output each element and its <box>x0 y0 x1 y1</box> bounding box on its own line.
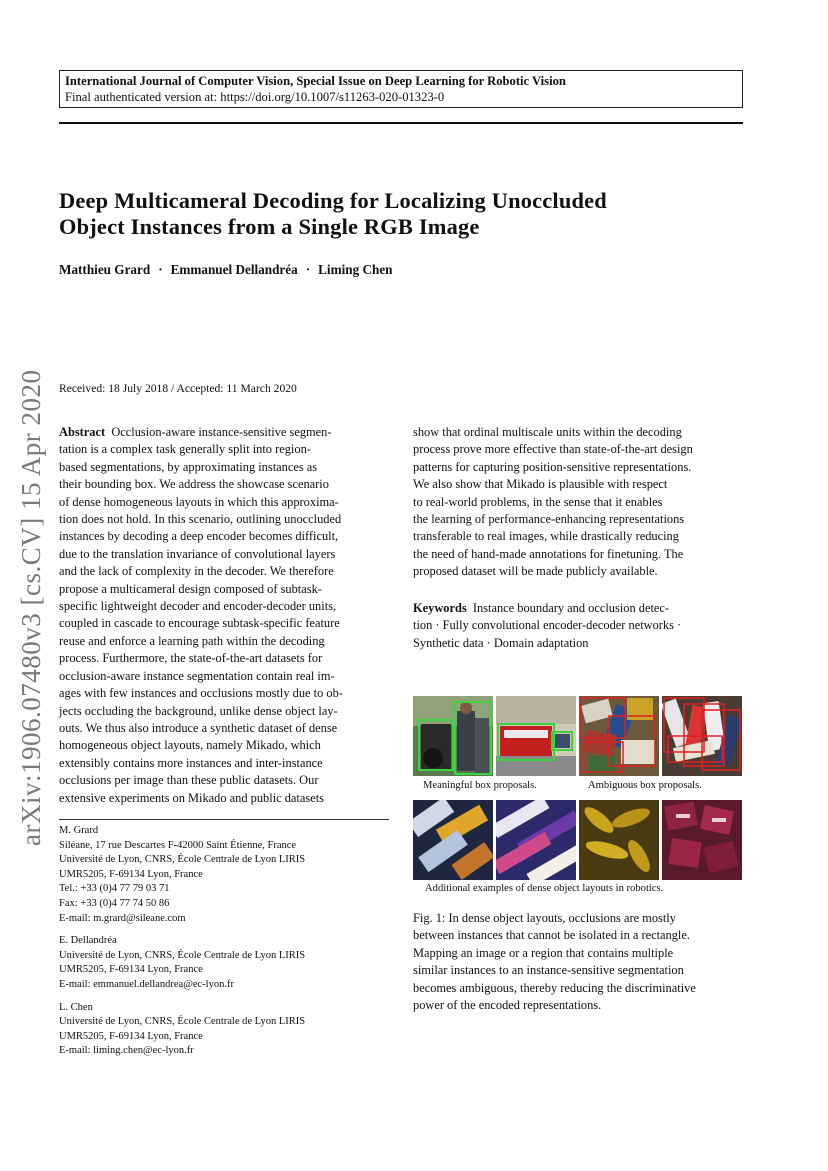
abstract-line: homogeneous object layouts, namely Mikado, which <box>59 738 321 753</box>
abstract-line: proposed dataset will be made publicly available. <box>413 564 658 579</box>
caption-line: Fig. 1: In dense object layouts, occlusions are mostly <box>413 911 676 925</box>
abstract-line: extensibly contains more instances and inter-instance <box>59 755 323 770</box>
photo-motorbike-people <box>413 696 493 776</box>
photo-dense-packages <box>579 696 659 776</box>
journal-name: International Journal of Computer Vision, Special Issue on Deep Learning for Robotic Vision <box>65 74 566 88</box>
author-name: Liming Chen <box>318 262 393 277</box>
abstract-line: occlusions per image than these public datasets. Our <box>59 773 319 788</box>
caption-additional-examples: Additional examples of dense object layouts in robotics. <box>425 883 664 894</box>
abstract-line: reuse and enforce a learning path within the decoding <box>59 633 325 648</box>
affil-email[interactable]: E-mail: liming.chen@ec-lyon.fr <box>59 1045 194 1057</box>
abstract-line: extensive experiments on Mikado and public datasets <box>59 790 324 805</box>
abstract-line: tion does not hold. In this scenario, outlining unoccluded <box>59 512 342 527</box>
affil-line: UMR5205, F-69134 Lyon, France <box>59 868 203 880</box>
photo-dense-snack-bars <box>496 800 576 880</box>
abstract-line: tation is a complex task generally split into region- <box>59 442 311 457</box>
photo-dense-boxes <box>662 800 742 880</box>
abstract-line: process. Furthermore, the state-of-the-art datasets for <box>59 651 323 666</box>
affiliation-grard <box>59 824 399 926</box>
abstract-label: Abstract <box>59 425 106 439</box>
affiliation-dellandrea <box>59 934 399 992</box>
abstract-line: show that ordinal multiscale units within the decoding <box>413 425 682 439</box>
received-line: Received: 18 July 2018 / Accepted: 11 March 2020 <box>59 382 297 395</box>
abstract-line: transferable to real images, while drastically reducing <box>413 529 679 544</box>
keywords-block <box>413 600 744 652</box>
caption-meaningful-boxes: Meaningful box proposals. <box>423 780 537 791</box>
caption-line: between instances that cannot be isolated in a rectangle. <box>413 928 690 943</box>
affil-phone: Tel.: +33 (0)4 77 79 03 71 <box>59 883 170 895</box>
abstract-text: Occlusion-aware instance-sensitive segmen- <box>111 425 332 439</box>
figure-caption <box>413 910 744 1014</box>
keywords-line <box>413 600 744 617</box>
caption-line: power of the encoded representations. <box>413 998 602 1013</box>
abstract-line <box>59 424 390 441</box>
author-affil-name: E. Dellandréa <box>59 935 117 947</box>
arxiv-stamp: arXiv:1906.07480v3 [cs.CV] 15 Apr 2020 <box>16 369 46 846</box>
abstract-line: ages with few instances and occlusions mostly due to ob- <box>59 686 343 701</box>
affil-line: Siléane, 17 rue Descartes F-42000 Saint Étienne, France <box>59 839 297 851</box>
abstract-line: We also show that Mikado is plausible with respect <box>413 477 668 492</box>
abstract-line: propose a multicameral design composed of subtask- <box>59 581 322 596</box>
abstract-line: instances by decoding a deep encoder becomes difficult, <box>59 529 339 544</box>
abstract-line: and the lack of complexity in the decoder. We therefore <box>59 564 334 579</box>
author-name: Matthieu Grard <box>59 262 151 277</box>
abstract-line: occlusion-aware instance segmentation contain real im- <box>59 668 335 683</box>
abstract-line: the learning of performance-enhancing representations <box>413 512 685 527</box>
photo-dense-bananas <box>579 800 659 880</box>
keywords-text: Instance boundary and occlusion detec- <box>472 601 670 615</box>
caption-line: similar instances to an instance-sensitive segmentation <box>413 963 684 978</box>
affil-line: Université de Lyon, CNRS, École Centrale de Lyon LIRIS <box>59 949 306 961</box>
journal-header-box <box>59 70 743 108</box>
photo-red-bus <box>496 696 576 776</box>
doi-line[interactable]: Final authenticated version at: https://doi.org/10.1007/s11263-020-01323-0 <box>65 90 445 104</box>
author-affil-name: L. Chen <box>59 1001 93 1013</box>
abstract-line: coupled in cascade to encourage subtask-specific feature <box>59 616 340 631</box>
figure-1 <box>413 696 743 896</box>
photo-dense-cans <box>413 800 493 880</box>
paper-title <box>59 188 749 240</box>
author-name: Emmanuel Dellandréa <box>170 262 298 277</box>
affil-line: Université de Lyon, CNRS, École Centrale de Lyon LIRIS <box>59 1016 306 1028</box>
author-separator: · <box>158 262 163 277</box>
abstract-column-2 <box>413 424 744 581</box>
footnote-rule <box>59 819 389 820</box>
author-separator: · <box>305 262 311 277</box>
affiliations <box>59 824 399 1067</box>
caption-line: becomes ambiguous, thereby reducing the discriminative <box>413 980 696 995</box>
caption-line: Mapping an image or a region that contains multiple <box>413 945 674 960</box>
abstract-line: due to the translation invariance of convolutional layers <box>59 546 336 561</box>
header-rule <box>59 122 743 124</box>
affil-line: UMR5205, F-69134 Lyon, France <box>59 964 203 976</box>
abstract-line: their bounding box. We address the showcase scenario <box>59 477 329 492</box>
keywords-line: Synthetic data · Domain adaptation <box>413 635 589 650</box>
keywords-label: Keywords <box>413 601 467 615</box>
abstract-column-1 <box>59 424 390 807</box>
title-line-2: Object Instances from a Single RGB Image <box>59 214 480 239</box>
abstract-line: outs. We thus also introduce a synthetic dataset of dense <box>59 720 338 735</box>
abstract-line: jects occluding the background, unlike dense object lay- <box>59 703 338 718</box>
keywords-line: tion · Fully convolutional encoder-decoder networks · <box>413 618 682 633</box>
abstract-line: process prove more effective than state-of-the-art design <box>413 442 693 457</box>
caption-ambiguous-boxes: Ambiguous box proposals. <box>588 780 702 791</box>
abstract-line: based segmentations, by approximating instances as <box>59 459 318 474</box>
affiliation-chen <box>59 1001 399 1059</box>
affil-email[interactable]: E-mail: emmanuel.dellandrea@ec-lyon.fr <box>59 978 234 990</box>
abstract-line: the need of hand-made annotations for finetuning. The <box>413 546 684 561</box>
affil-line: Université de Lyon, CNRS, École Centrale de Lyon LIRIS <box>59 854 306 866</box>
affil-email[interactable]: E-mail: m.grard@sileane.com <box>59 912 186 924</box>
abstract-line: of dense homogeneous layouts in which this approxima- <box>59 494 339 509</box>
abstract-line: patterns for capturing position-sensitive representations. <box>413 459 692 474</box>
title-line-1: Deep Multicameral Decoding for Localizing Unoccluded <box>59 188 607 213</box>
photo-dense-bottles <box>662 696 742 776</box>
author-affil-name: M. Grard <box>59 825 99 836</box>
abstract-line: to real-world problems, in the sense that it enables <box>413 494 663 509</box>
abstract-line: specific lightweight decoder and encoder-decoder units, <box>59 599 337 614</box>
author-list <box>59 262 393 278</box>
affil-fax: Fax: +33 (0)4 77 74 50 86 <box>59 897 170 909</box>
affil-line: UMR5205, F-69134 Lyon, France <box>59 1030 203 1042</box>
